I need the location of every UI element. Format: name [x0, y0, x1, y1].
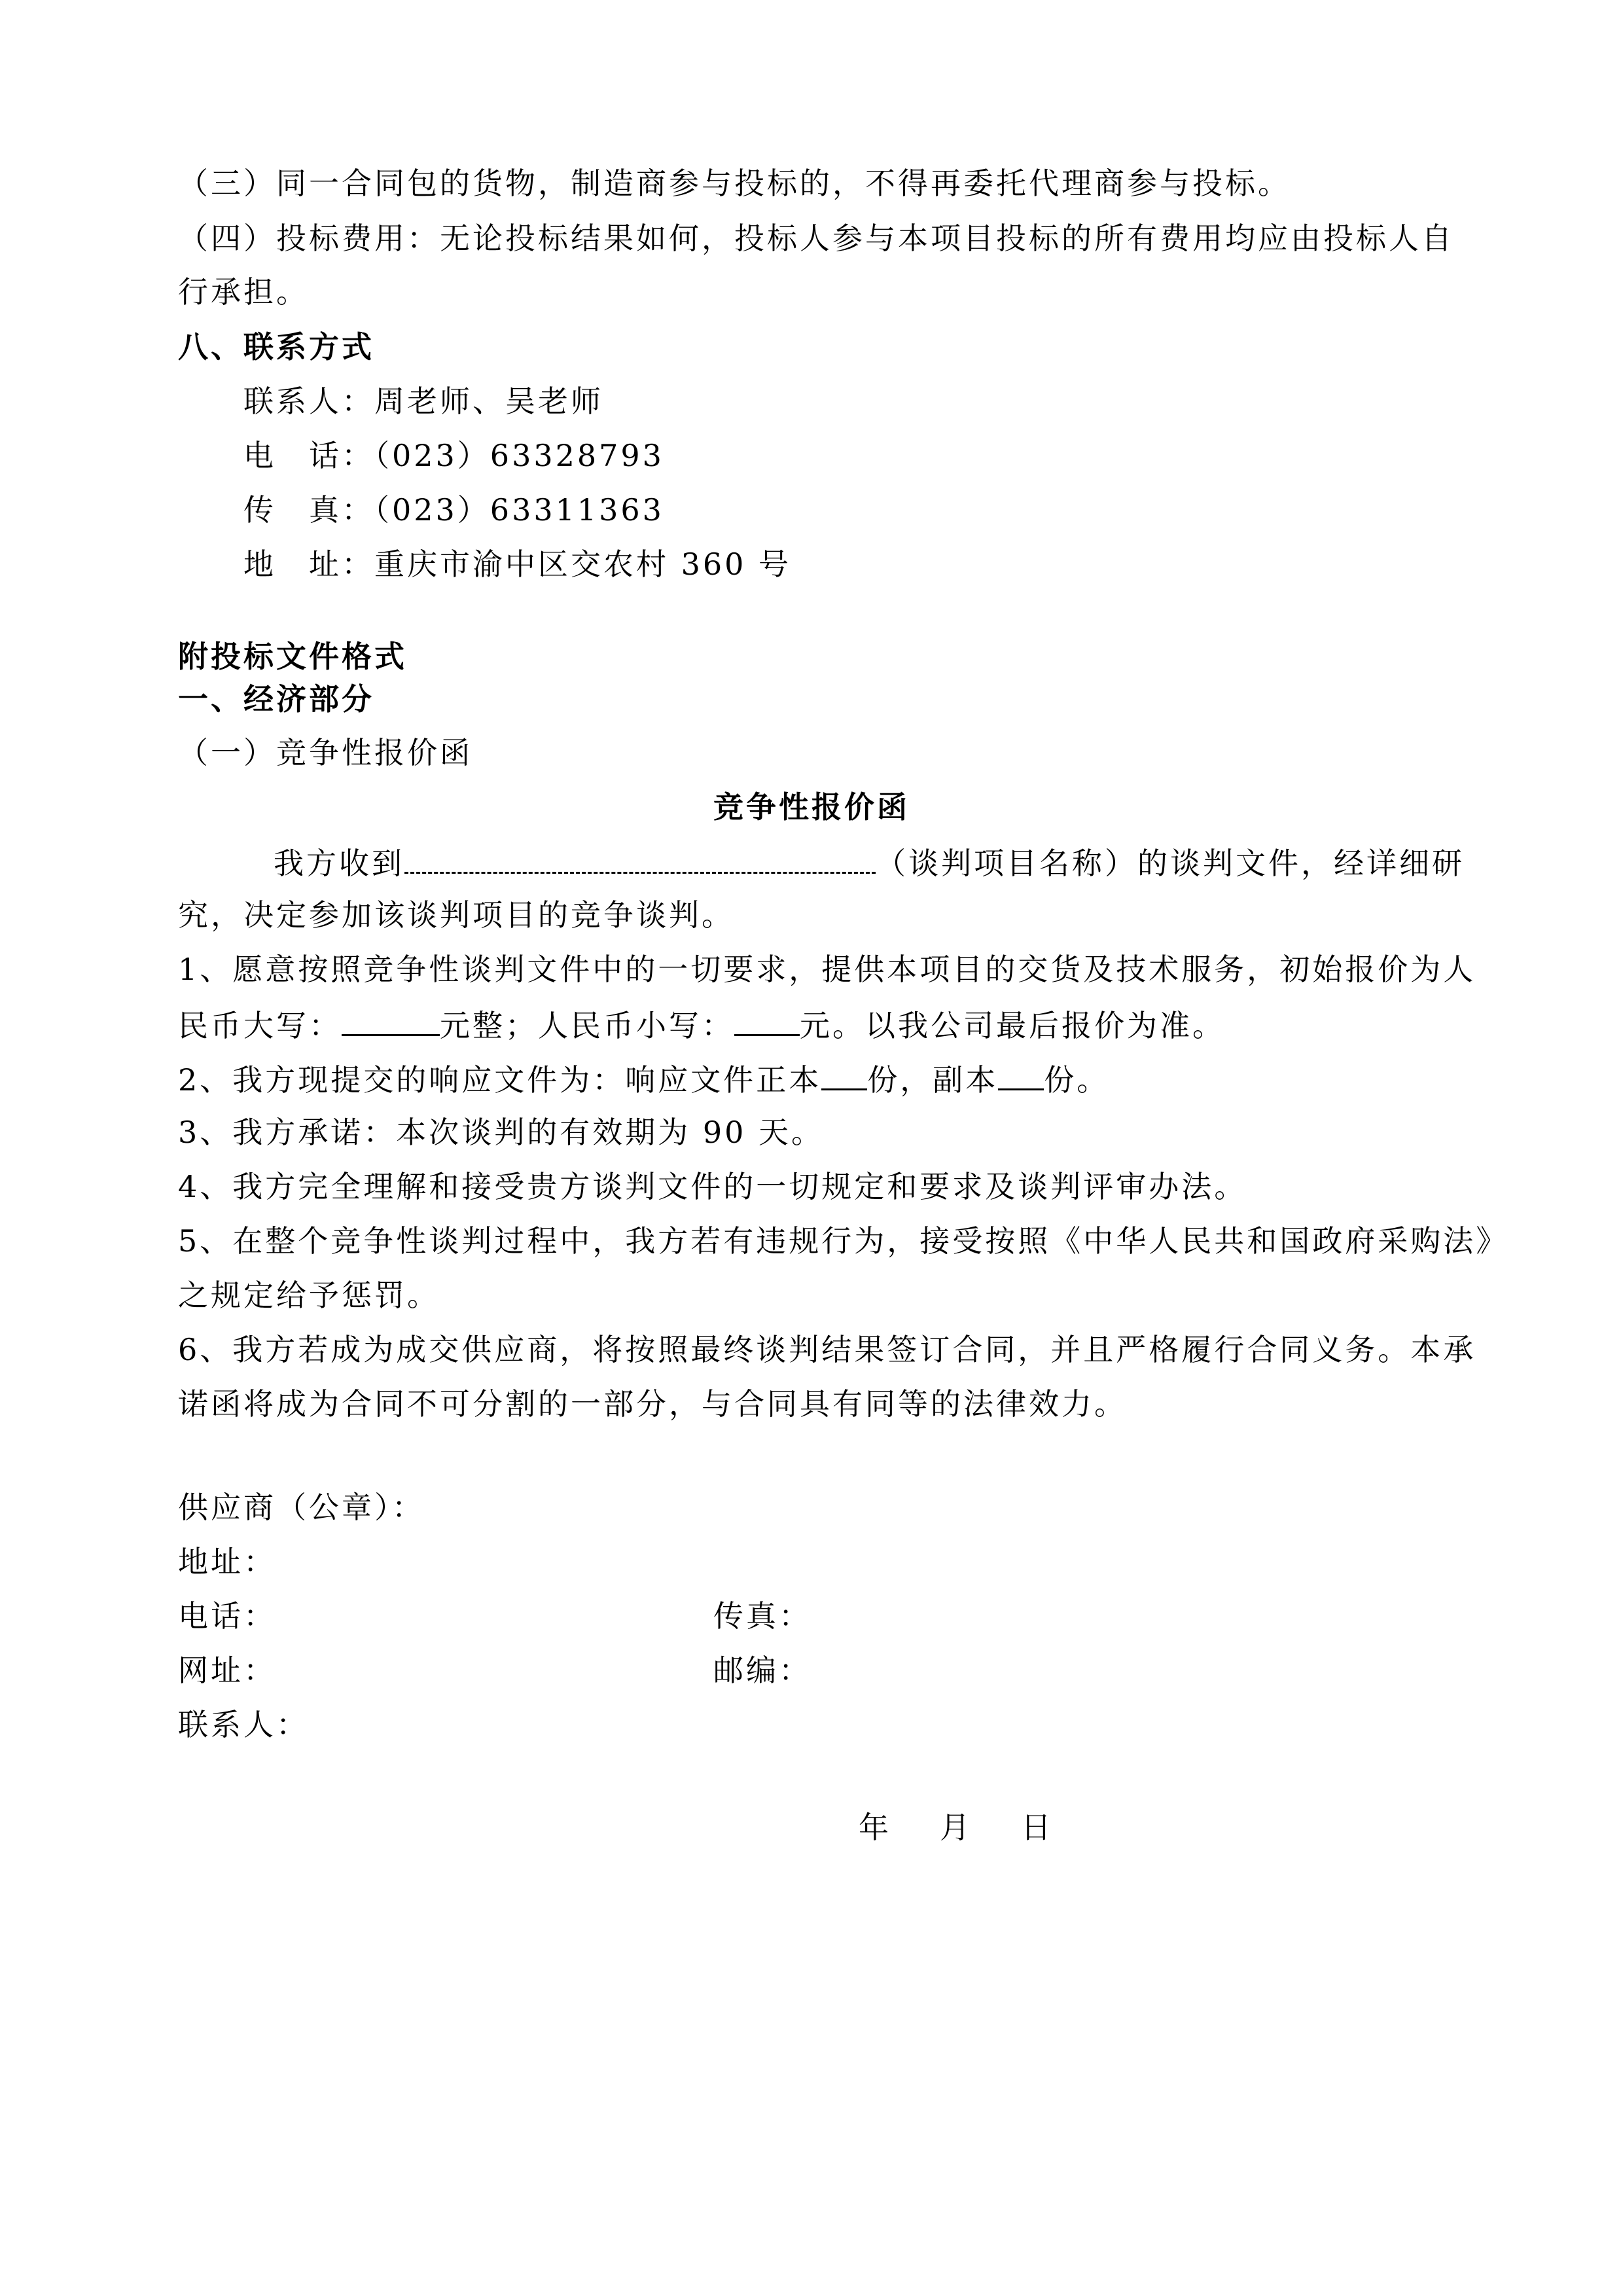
price-lower-blank — [734, 1005, 800, 1036]
letter-p1-line2 — [178, 1005, 1225, 1044]
appendix-heading: 附投标文件格式 — [178, 639, 407, 674]
letter-p2 — [178, 1060, 1109, 1098]
letter-intro-line2: 究，决定参加该谈判项目的竞争谈判。 — [178, 897, 734, 933]
letter-p4: 4、我方完全理解和接受贵方谈判文件的一切规定和要求及谈判评审办法。 — [178, 1169, 1247, 1204]
clause-item-4-line2: 行承担。 — [178, 274, 309, 310]
website-label: 网址： — [178, 1653, 276, 1688]
address-label: 地址： — [178, 1544, 276, 1579]
letter-p6-line1: 6、我方若成为成交供应商，将按照最终谈判结果签订合同，并且严格履行合同义务。本承 — [178, 1332, 1476, 1367]
clause-item-3: （三）同一合同包的货物，制造商参与投标的，不得再委托代理商参与投标。 — [178, 166, 1291, 201]
date-day: 日 — [1021, 1810, 1051, 1845]
contact-person: 联系人：周老师、吴老师 — [243, 384, 603, 419]
letter-intro-prefix: 我方收到 — [274, 846, 404, 881]
copies-unit: 份。 — [1044, 1062, 1110, 1098]
letter-p5-line1: 5、在整个竞争性谈判过程中，我方若有违规行为，接受按照《中华人民共和国政府采购法》 — [178, 1223, 1509, 1259]
letter-p5-line2: 之规定给予惩罚。 — [178, 1278, 440, 1313]
letter-p3: 3、我方承诺：本次谈判的有效期为 90 天。 — [178, 1115, 825, 1150]
phone-label: 电话： — [178, 1598, 276, 1634]
project-name-blank — [404, 843, 876, 874]
price-note: 元。以我公司最后报价为准。 — [800, 1008, 1225, 1043]
copies-original-label: 2、我方现提交的响应文件为：响应文件正本 — [178, 1062, 822, 1098]
clause-item-4-line1: （四）投标费用：无论投标结果如何，投标人参与本项目投标的所有费用均应由投标人自 — [178, 221, 1454, 256]
copies-duplicate-blank — [998, 1060, 1044, 1090]
copies-original-blank — [821, 1060, 867, 1090]
contact-address: 地 址：重庆市渝中区交农村 360 号 — [243, 547, 792, 582]
letter-title: 竞争性报价函 — [713, 789, 910, 825]
copies-duplicate-label: 份，副本 — [867, 1062, 999, 1098]
letter-intro-suffix: （谈判项目名称）的谈判文件，经详细研 — [876, 846, 1465, 881]
letter-p1-line1: 1、愿意按照竞争性谈判文件中的一切要求，提供本项目的交货及技术服务，初始报价为人 — [178, 952, 1476, 987]
contact-person-label: 联系人： — [178, 1707, 309, 1742]
letter-intro — [274, 843, 1465, 882]
letter-p6-line2: 诺函将成为合同不可分割的一部分，与合同具有同等的法律效力。 — [178, 1386, 1127, 1422]
price-lower-label: 元整；人民币小写： — [440, 1008, 734, 1043]
contact-heading: 八、联系方式 — [178, 329, 374, 365]
date-month: 月 — [940, 1810, 970, 1845]
contact-phone: 电 话：（023）63328793 — [243, 438, 664, 473]
price-upper-label: 民币大写： — [178, 1008, 342, 1043]
appendix-section: 一、经济部分 — [178, 681, 374, 717]
fax-label: 传真： — [713, 1598, 812, 1634]
appendix-subsection: （一）竞争性报价函 — [178, 735, 473, 770]
supplier-seal-label: 供应商（公章）： — [178, 1490, 425, 1525]
price-upper-blank — [342, 1005, 440, 1036]
contact-fax: 传 真：（023）63311363 — [243, 492, 664, 528]
postcode-label: 邮编： — [713, 1653, 812, 1688]
date-year: 年 — [859, 1810, 889, 1845]
